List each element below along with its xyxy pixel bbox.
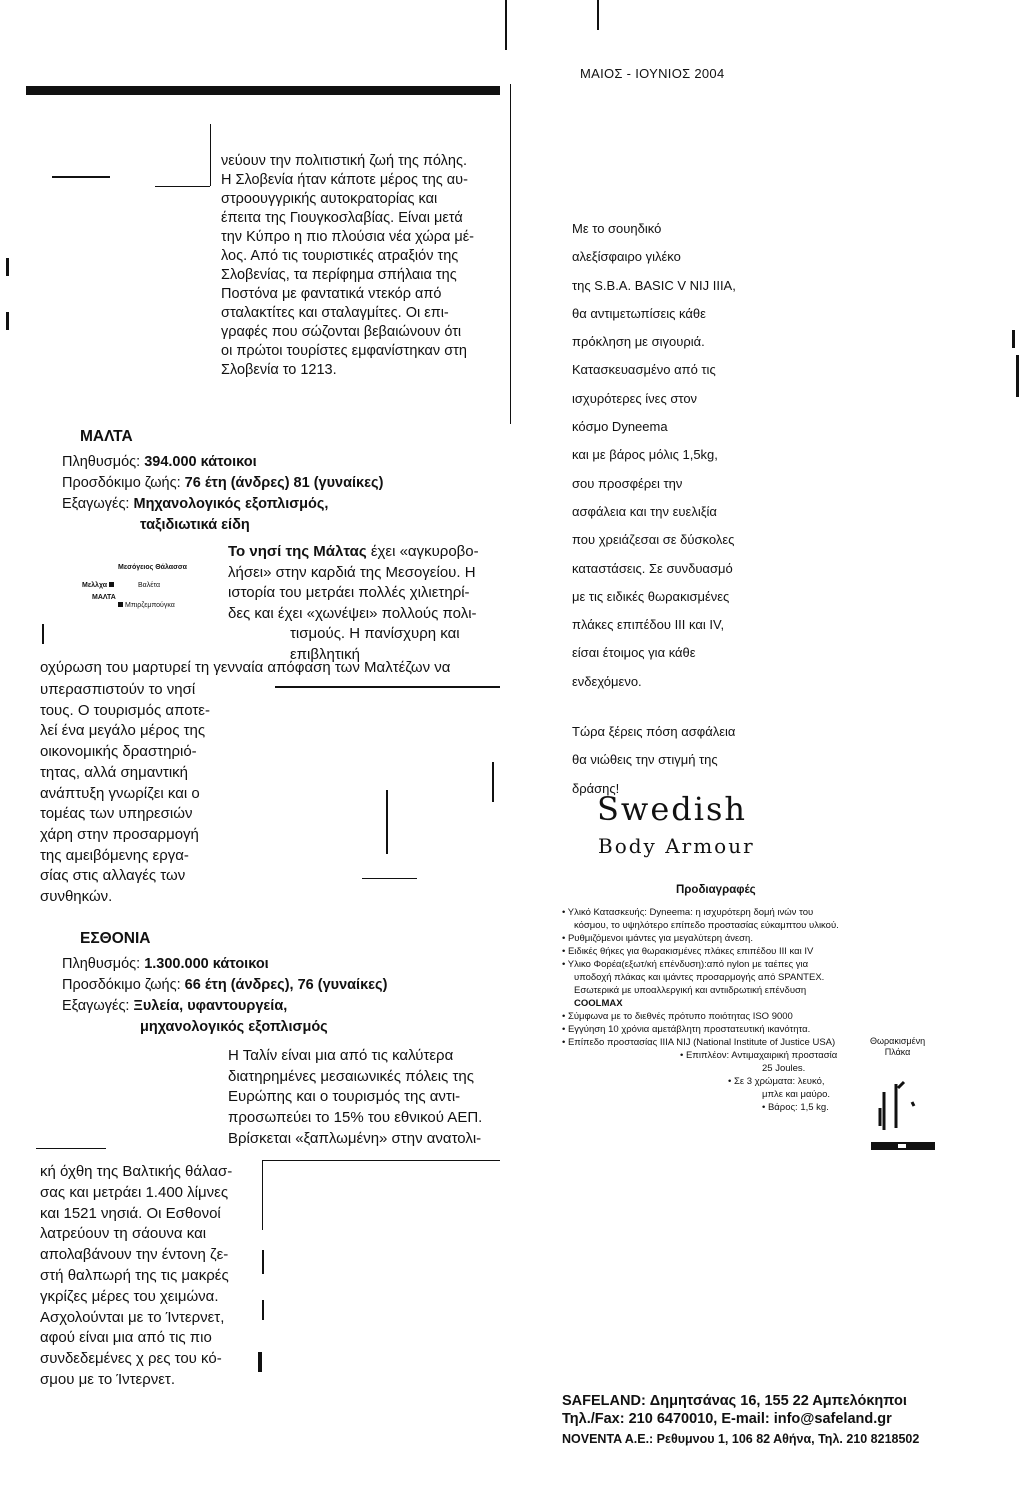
deco-tick-10 xyxy=(1012,330,1015,348)
text-line: τητας, αλλά σημαντική xyxy=(40,763,189,781)
deco-tick-6 xyxy=(262,1160,263,1230)
text-line: κόσμο Dyneema xyxy=(572,419,668,435)
spec-line: • Υλικό Κατασκευής: Dyneema: η ισχυρότερη δομή ινών του xyxy=(562,907,814,918)
text-line: Ασχολούνται με το Ίντερνετ, xyxy=(40,1308,225,1326)
map-label-malta: ΜΑΛΤΑ xyxy=(92,594,116,601)
deco-dash-6 xyxy=(262,1160,500,1161)
map-marker-icon xyxy=(109,582,114,587)
text-line: νεύουν την πολιτιστική ζωή της πόλης. xyxy=(221,153,468,169)
spec-line: Εσωτερικά με υποαλλεργική και αντιιδρωτική επένδυση xyxy=(574,985,807,996)
spec-line: κόσμου, το υψηλότερο επίπεδο προστασίας εύκαμπτου υλικού. xyxy=(574,920,839,931)
estonia-exports-cont: μηχανολογικός εξοπλισμός xyxy=(140,1019,328,1035)
text-line: την Κύπρο η πιο πλούσια νέα χώρα μέ- xyxy=(221,229,475,245)
spec-line: • Επίπεδο προστασίας IIIA NIJ (National Institute of Justice USA) xyxy=(562,1037,836,1048)
footer-safeland: SAFELAND: Δημητσάνας 16, 155 22 Αμπελόκηποι xyxy=(562,1393,907,1409)
top-rule-right xyxy=(597,0,599,30)
text-line: αλεξίσφαιρο γιλέκο xyxy=(572,249,681,265)
text-line: ασφάλεια και την ευελιξία xyxy=(572,503,717,519)
deco-tick-9 xyxy=(258,1352,262,1372)
text-line: Ποστόνα με φαντατικά ντεκόρ από xyxy=(221,286,442,302)
brand-logo-line1: Swedish xyxy=(597,790,747,828)
deco-dash-5 xyxy=(36,1148,106,1149)
text-line: δες και έχει «χωνέψει» πολλούς πολι- xyxy=(228,604,477,622)
text-line: Ευρώπης και ο τουρισμός της αντι- xyxy=(228,1088,461,1106)
text-line: Σλοβενίας, τα περίφημα σπήλαια της xyxy=(221,267,457,283)
estonia-left-text xyxy=(40,1162,254,1391)
estonia-right-text xyxy=(228,1046,500,1150)
text-line: Με το σουηδικό xyxy=(572,221,662,236)
armor-plate-icon xyxy=(868,1078,938,1154)
text-line: Η Σλοβενία ήταν κάποτε μέρος της αυ- xyxy=(221,172,468,188)
malta-heading: ΜΑΛΤΑ xyxy=(80,428,133,445)
top-rule-left xyxy=(505,0,507,50)
specs-list xyxy=(562,906,862,1114)
deco-dash-1 xyxy=(52,176,110,178)
brand-logo-line2: Body Armour xyxy=(598,834,755,858)
text-line: σταλακτίτες και σταλαγμίτες. Οι επι- xyxy=(221,305,449,321)
text-line: και 1521 νησιά. Οι Εσθονοί xyxy=(40,1204,221,1222)
text-line: αφού είναι μια από τις πιο xyxy=(40,1329,212,1347)
slovenia-text xyxy=(221,152,497,380)
text-line: διατηρημένες μεσαιωνικές πόλεις της xyxy=(228,1067,474,1085)
text-line: ενδεχόμενο. xyxy=(572,673,642,689)
text-line: λήσει» στην καρδιά της Μεσογείου. Η xyxy=(228,563,476,581)
text-line: τους. Ο τουρισμός αποτε- xyxy=(40,701,210,719)
estonia-life-expectancy: Προσδόκιμο ζωής: 66 έτη (άνδρες), 76 (γυναίκες) xyxy=(62,977,388,993)
deco-tick-3 xyxy=(42,624,44,644)
text-line: γκρίζες μέρες του χειμώνα. xyxy=(40,1287,219,1305)
deco-tick-11 xyxy=(1016,355,1019,397)
text-line: θα αντιμετωπίσεις κάθε xyxy=(572,305,706,321)
text-line: Τώρα ξέρεις πόση ασφάλεια xyxy=(572,724,736,740)
text-line: με τις ειδικές θωρακισμένες xyxy=(572,588,730,604)
specs-title: Προδιαγραφές xyxy=(676,884,756,896)
text-line: σου προσφέρει την xyxy=(572,475,683,491)
estonia-population: Πληθυσμός: 1.300.000 κάτοικοι xyxy=(62,956,269,972)
text-line: τομέας των υπηρεσιών xyxy=(40,805,193,823)
header-bar xyxy=(26,86,500,95)
deco-tick-5 xyxy=(386,790,388,854)
text-line: οι πρώτοι τουρίστες εμφανίστηκαν στη xyxy=(221,343,467,359)
spec-line: • Εγγύηση 10 χρόνια αμετάβλητη προστατευτική ικανότητα. xyxy=(562,1024,811,1035)
text-line: λεί ένα μεγάλο μέρος της xyxy=(40,722,206,740)
text-line: είσαι έτοιμος για κάθε xyxy=(572,645,696,661)
footer-noventa: NOVENTA A.E.: Ρεθυμνου 1, 106 82 Αθήνα, Τηλ. 210 8218502 xyxy=(562,1432,920,1446)
malta-life-expectancy: Προσδόκιμο ζωής: 76 έτη (άνδρες) 81 (γυναίκες) xyxy=(62,475,384,491)
text-line: καταστάσεις. Σε συνδυασμό xyxy=(572,560,733,576)
spec-line: • Σύμφωνα με το διεθνές πρότυπο ποιότητας ISO 9000 xyxy=(562,1011,793,1022)
text-line: χάρη στην προσαρμογή xyxy=(40,825,199,843)
deco-tick-1 xyxy=(6,258,9,276)
text-line: γραφές που σώζονται βεβαιώνουν ότι xyxy=(221,324,462,340)
issue-date: ΜΑΙΟΣ - ΙΟΥΝΙΟΣ 2004 xyxy=(580,66,725,81)
text-line: ανάπτυξη γνωρίζει και ο xyxy=(40,784,200,802)
text-line: και με βάρος μόλις 1,5kg, xyxy=(572,447,718,463)
deco-dash-3 xyxy=(275,686,500,688)
spec-line: • Ειδικές θήκες για θωρακισμένες πλάκες επιπέδου III και IV xyxy=(562,946,814,957)
deco-tick-4 xyxy=(492,762,494,802)
text-line: στροουγγρικής αυτοκρατορίας και xyxy=(221,191,438,207)
deco-tick-2 xyxy=(6,312,9,330)
estonia-exports: Εξαγωγές: Ξυλεία, υφαντουργεία, xyxy=(62,998,288,1014)
ad-footer xyxy=(562,1392,1002,1448)
text-line: Η Ταλίν είναι μια από τις καλύτερα xyxy=(228,1047,454,1064)
text-line: θα νιώθεις την στιγμή της xyxy=(572,752,718,768)
text-line: δράσης! xyxy=(572,780,620,796)
text-line: συνθηκών. xyxy=(40,888,113,906)
text-line: σμου με το Ίντερνετ. xyxy=(40,1370,176,1388)
deco-tick-8 xyxy=(262,1300,264,1320)
spec-line: υποδοχή πλάκας και ιμάντες προσαρμογής από SPANTEX. xyxy=(574,972,825,983)
text-line: ιστορία του μετράει πολλές χιλιετηρί- xyxy=(228,584,470,601)
text-line: σίας στις αλλαγές των xyxy=(40,867,186,885)
spec-line: • Βάρος: 1,5 kg. xyxy=(762,1102,829,1113)
map-label-valletta: Βαλέτα xyxy=(138,582,161,589)
text-line: Κατασκευασμένο από τις xyxy=(572,362,716,378)
malta-facts xyxy=(62,452,383,536)
malta-wide-line: οχύρωση του μαρτυρεί τη γενναία απόφαση των Μαλτέζων να xyxy=(40,659,451,676)
map-marker-icon xyxy=(118,602,123,607)
ad-copy xyxy=(572,218,812,800)
map-label-birzebbuga: Μπιρζεμπούγκα xyxy=(118,602,175,609)
malta-exports: Εξαγωγές: Μηχανολογικός εξοπλισμός, xyxy=(62,496,329,512)
spec-line: • Επιπλέον: Αντιμαχαιρική προστασία xyxy=(680,1050,838,1061)
text-line: λατρεύουν τη σάουνα και xyxy=(40,1225,207,1243)
spec-line: • Σε 3 χρώματα: λευκό, xyxy=(728,1076,825,1087)
text-line: προσωπεύει το 15% του εθνικού ΑΕΠ. xyxy=(228,1109,483,1127)
spec-line: 25 Joules. xyxy=(762,1063,806,1074)
text-line: πλάκες επιπέδου III και IV, xyxy=(572,617,725,633)
estonia-heading: ΕΣΘΟΝΙΑ xyxy=(80,930,151,947)
text-line: στή θαλπωρή της τις μακρές xyxy=(40,1266,229,1284)
text-line: λος. Από τις τουριστικές ατραξιόν της xyxy=(221,248,459,264)
text-line: απολαβάνουν την έντονη ζε- xyxy=(40,1246,229,1264)
text-line: ισχυρότερες ίνες στον xyxy=(572,390,698,406)
malta-intro: Το νησί της Μάλτας έχει «αγκυροβο- λήσει» στην καρδιά της Μεσογείου. Η ιστορία του μετράει πολλές χιλιετηρί- δες και έχει «χωνέψει» πολλούς πολι- τισμούς. Η πανίσχυρη και επιβλητική xyxy=(228,542,504,665)
spec-line: • Υλικο Φορέα(εξωτ/κή επένδυση):από nylon με ταέπες για xyxy=(562,959,809,970)
text-line: οικονομικής δραστηριό- xyxy=(40,743,197,761)
malta-body xyxy=(40,680,230,908)
text-line: συνδεδεμένες χ ρες του κό- xyxy=(40,1350,222,1368)
text-line: έπειτα της Γιουγκοσλαβίας. Είναι μετά xyxy=(221,210,463,226)
malta-population: Πληθυσμός: 394.000 κάτοικοι xyxy=(62,454,257,470)
spec-line: • Ρυθμιζόμενοι ιμάντες για μεγαλύτερη άνεση. xyxy=(562,933,753,944)
plate-label: Θωρακισμένη Πλάκα xyxy=(870,1036,926,1057)
map-label-sea: Μεσόγειος Θάλασσα xyxy=(118,564,187,571)
text-line: που χρειάζεσαι σε δύσκολες xyxy=(572,532,735,548)
malta-map xyxy=(70,552,220,622)
column-rule xyxy=(510,84,511,424)
deco-tick-7 xyxy=(262,1250,264,1274)
text-line: πρόκληση με σιγουριά. xyxy=(572,334,705,350)
footer-contact: Τηλ./Fax: 210 6470010, E-mail: info@safeland.gr xyxy=(562,1411,892,1427)
deco-dash-2 xyxy=(155,186,210,187)
text-line: τισμούς. Η πανίσχυρη και επιβλητική xyxy=(290,625,460,663)
text-line: κή όχθη της Βαλτικής θάλασ- xyxy=(40,1163,233,1180)
text-line: σας και μετράει 1.400 λίμνες xyxy=(40,1183,229,1201)
spec-line: COOLMAX xyxy=(574,998,623,1009)
text-line: Βρίσκεται «ξαπλωμένη» στην ανατολι- xyxy=(228,1129,482,1147)
malta-exports-cont: ταξιδιωτικά είδη xyxy=(140,517,250,533)
text-line: υπερασπιστούν το νησί xyxy=(40,681,196,698)
deco-dash-4 xyxy=(362,878,417,879)
text-line: της αμειβόμενης εργα- xyxy=(40,846,189,864)
map-label-mellieha: Μελλχα xyxy=(82,582,114,589)
text-line: της S.B.A. BASIC V NIJ IIIA, xyxy=(572,277,736,293)
text-line: Σλοβενία το 1213. xyxy=(221,362,337,378)
deco-bracket xyxy=(210,124,211,186)
spec-line: μπλε και μαύρο. xyxy=(762,1089,831,1100)
estonia-facts xyxy=(62,954,387,1038)
